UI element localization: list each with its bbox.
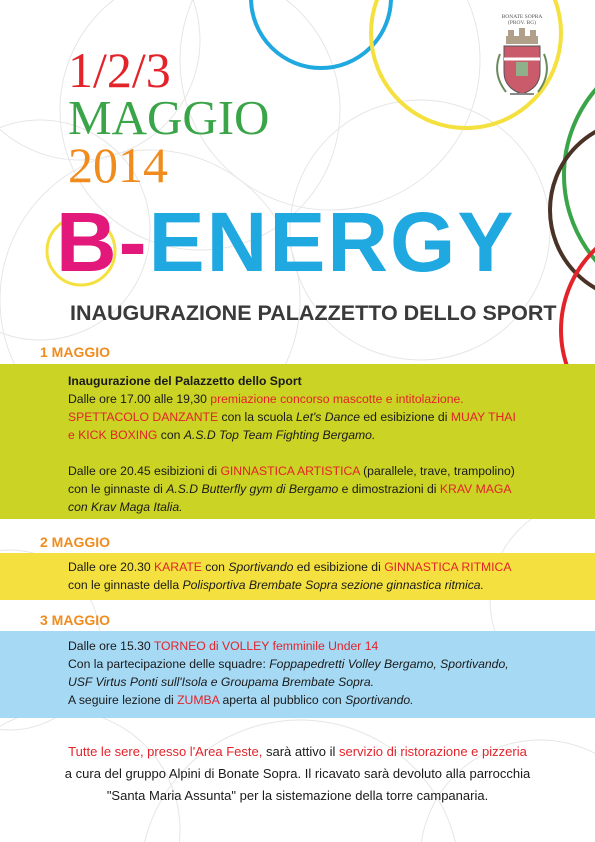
day1-line4-text: (parallele, trave, trampolino)	[359, 464, 515, 478]
event-month: MAGGIO	[68, 90, 270, 145]
day3-zumba-highlight: ZUMBA	[177, 693, 220, 707]
day2-line2-text: con le ginnaste della	[68, 578, 183, 592]
footer-line3: "Santa Maria Assunta" per la sistemazione della torre campanaria.	[106, 788, 489, 803]
day1-butterfly-gym: A.S.D Butterfly gym di Bergamo	[166, 482, 339, 496]
day1-line1-time: Dalle ore 17.00 alle 19,30	[68, 392, 211, 406]
day2-sportivando: Sportivando	[228, 560, 294, 574]
day2-line1-text: con	[201, 560, 229, 574]
day3-teams-1: Foppapedretti Volley Bergamo, Sportivando,	[269, 657, 509, 671]
page-subtitle: INAUGURAZIONE PALAZZETTO DELLO SPORT	[70, 301, 557, 325]
day1-line1-highlight: premiazione concorso mascotte e intitolazione.	[210, 392, 464, 406]
day3-line1-time: Dalle ore 15.30	[68, 639, 154, 653]
crest-town: BONATE SOPRA	[501, 14, 543, 20]
day2-karate-highlight: KARATE	[154, 560, 202, 574]
day1-line5-text2: e dimostrazioni di	[338, 482, 440, 496]
day1-line2-text2: ed esibizione di	[360, 410, 451, 424]
day1-fighting-team: A.S.D Top Team Fighting Bergamo.	[183, 428, 376, 442]
day3-header: 3 MAGGIO	[40, 612, 111, 628]
title-prefix: B-	[56, 195, 149, 289]
day3-line2-text: Con la partecipazione delle squadre:	[68, 657, 270, 671]
day2-line1-time: Dalle ore 20.30	[68, 560, 155, 574]
day1-line2-text: con la scuola	[218, 410, 297, 424]
day1-kickboxing-highlight: e KICK BOXING	[68, 428, 158, 442]
footer-service-highlight: servizio di ristorazione e pizzeria	[338, 744, 527, 759]
event-year: 2014	[68, 137, 168, 193]
event-dates: 1/2/3	[68, 42, 171, 98]
footer-area-feste: Tutte le sere, presso l'Area Feste,	[68, 744, 263, 759]
ring-black	[550, 120, 595, 300]
day2-line1-text2: ed esibizione di	[293, 560, 385, 574]
day1-kravmaga-highlight: KRAV MAGA	[439, 482, 512, 496]
day1-band	[0, 364, 595, 519]
day1-line5-text: con le ginnaste di	[68, 482, 167, 496]
day1-header: 1 MAGGIO	[40, 344, 111, 360]
crest-province: (PROV. BG)	[507, 20, 536, 26]
footer-line2: a cura del gruppo Alpini di Bonate Sopra. Il ricavato sarà devoluto alla parrocchia	[64, 766, 531, 781]
day1-line3-text: con	[157, 428, 184, 442]
footer-line1-text: sarà attivo il	[262, 744, 339, 759]
day3-teams-2: USF Virtus Ponti sull'Isola e Groupama Brembate Sopra.	[68, 675, 375, 689]
day1-muaythai-highlight: MUAY THAI	[450, 410, 516, 424]
day2-rhythmic-highlight: GINNASTICA RITMICA	[384, 560, 512, 574]
day3-sportivando: Sportivando.	[345, 693, 414, 707]
day1-kravmaga-italia: con Krav Maga Italia.	[68, 500, 183, 514]
title-main: ENERGY	[148, 195, 516, 289]
day1-gymnastics-highlight: GINNASTICA ARTISTICA	[220, 464, 360, 478]
day3-line4-text: A seguire lezione di	[68, 693, 178, 707]
day3-volley-highlight: TORNEO di VOLLEY femminile Under 14	[153, 639, 379, 653]
day1-line4-time: Dalle ore 20.45 esibizioni di	[68, 464, 221, 478]
day1-dance-school: Let's Dance	[296, 410, 361, 424]
day1-heading: Inaugurazione del Palazzetto dello Sport	[68, 374, 302, 388]
coat-of-arms-icon	[486, 14, 558, 106]
day2-header: 2 MAGGIO	[40, 534, 111, 550]
page-title	[56, 195, 516, 289]
day3-line4-text2: aperta al pubblico con	[219, 693, 346, 707]
day2-band	[0, 553, 595, 600]
day3-band	[0, 631, 595, 718]
day1-dance-highlight: SPETTACOLO DANZANTE	[68, 410, 219, 424]
footer-notice	[0, 741, 595, 807]
day2-polisportiva: Polisportiva Brembate Sopra sezione ginnastica ritmica.	[182, 578, 484, 592]
